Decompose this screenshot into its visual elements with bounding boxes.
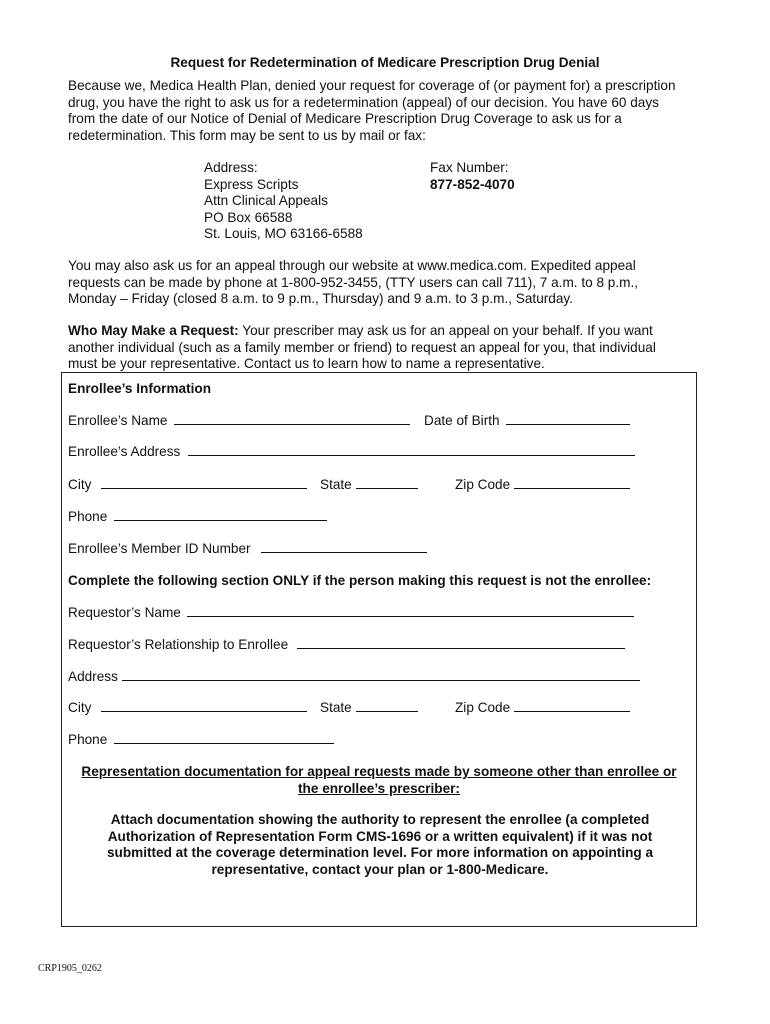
enrollee-name-field[interactable] <box>174 424 410 425</box>
who-may-request-paragraph <box>68 323 688 373</box>
enrollee-zip-label: Zip Code <box>455 477 511 492</box>
representation-instructions <box>80 812 680 878</box>
online-line: You may also ask us for an appeal through our website at www.medica.com. Expedited appeal <box>68 258 636 273</box>
online-appeal-paragraph <box>68 258 688 308</box>
relationship-field[interactable] <box>297 648 625 649</box>
address-line: Attn Clinical Appeals <box>204 193 328 208</box>
representation-heading-line: Representation documentation for appeal requests made by someone other than enrollee or <box>81 764 677 779</box>
enrollee-city-field[interactable] <box>101 488 307 489</box>
enrollee-name-label: Enrollee’s Name <box>68 413 168 428</box>
enrollee-state-field[interactable] <box>356 488 418 489</box>
intro-paragraph <box>68 78 688 144</box>
enrollee-phone-field[interactable] <box>114 520 327 521</box>
dob-label: Date of Birth <box>424 413 500 428</box>
instruction-line: representative, contact your plan or 1-800-Medicare. <box>211 861 549 877</box>
requestor-address-label: Address <box>68 669 118 684</box>
requestor-state-field[interactable] <box>356 711 418 712</box>
member-id-label: Enrollee’s Member ID Number <box>68 541 251 556</box>
intro-line: Because we, Medica Health Plan, denied your request for coverage of (or payment for) a prescription <box>68 78 676 93</box>
fax-block <box>430 160 515 193</box>
who-line-2: another individual (such as a family member or friend) to request an appeal for you, that individual <box>68 339 656 355</box>
fax-label: Fax Number: <box>430 160 509 175</box>
requestor-city-label: City <box>68 700 92 715</box>
representation-heading <box>61 764 697 797</box>
address-label: Address: <box>204 160 258 175</box>
who-line-1 <box>68 323 688 340</box>
member-id-field[interactable] <box>261 552 427 553</box>
enrollee-phone-label: Phone <box>68 509 108 524</box>
intro-line: drug, you have the right to ask us for a redetermination (appeal) of our decision. You have 60 days <box>68 94 659 110</box>
online-line: requests can be made by phone at 1-800-952-3455, (TTY users can call 711), 7 a.m. to 8 p.m., <box>68 274 638 290</box>
requestor-state-label: State <box>320 700 352 715</box>
intro-line: from the date of our Notice of Denial of Medicare Prescription Drug Coverage to ask us for a <box>68 111 622 126</box>
requestor-zip-label: Zip Code <box>455 700 511 715</box>
address-line: PO Box 66588 <box>204 209 293 225</box>
dob-field[interactable] <box>506 424 630 425</box>
enrollee-zip-field[interactable] <box>514 488 630 489</box>
who-heading: Who May Make a Request: <box>68 323 239 338</box>
who-line-3: must be your representative. Contact us to learn how to name a representative. <box>68 356 545 371</box>
requestor-zip-field[interactable] <box>514 711 630 712</box>
representation-heading-line: the enrollee’s prescriber: <box>298 780 460 796</box>
form-code: CRP1905_0262 <box>38 963 102 974</box>
address-line: St. Louis, MO 63166-6588 <box>204 226 363 241</box>
instruction-line: Authorization of Representation Form CMS-1696 or a written equivalent) if it was not <box>107 828 653 844</box>
requestor-phone-field[interactable] <box>114 743 334 744</box>
instruction-line: submitted at the coverage determination level. For more information on appointing a <box>106 845 654 860</box>
requestor-address-field[interactable] <box>122 680 640 681</box>
requestor-phone-label: Phone <box>68 732 108 747</box>
requestor-city-field[interactable] <box>101 711 307 712</box>
form-title: Request for Redetermination of Medicare Prescription Drug Denial <box>170 55 600 70</box>
relationship-label: Requestor’s Relationship to Enrollee <box>68 637 289 652</box>
requestor-name-field[interactable] <box>187 616 634 617</box>
who-text: Your prescriber may ask us for an appeal on your behalf. If you want <box>238 323 653 338</box>
mailing-address <box>204 160 363 243</box>
instruction-line: Attach documentation showing the authority to represent the enrollee (a completed <box>110 812 650 827</box>
intro-line: redetermination. This form may be sent to us by mail or fax: <box>68 127 426 143</box>
enrollee-city-label: City <box>68 477 92 492</box>
requestor-name-label: Requestor’s Name <box>68 605 181 620</box>
address-line: Express Scripts <box>204 176 299 192</box>
fax-number: 877-852-4070 <box>430 176 515 192</box>
enrollee-address-label: Enrollee’s Address <box>68 444 181 459</box>
enrollee-state-label: State <box>320 477 352 492</box>
requestor-heading: Complete the following section ONLY if the person making this request is not the enrollee: <box>68 573 652 588</box>
online-line: Monday – Friday (closed 8 a.m. to 9 p.m., Thursday) and 9 a.m. to 3 p.m., Saturday. <box>68 291 573 306</box>
enrollee-address-field[interactable] <box>188 455 635 456</box>
enrollee-heading: Enrollee’s Information <box>68 381 212 396</box>
